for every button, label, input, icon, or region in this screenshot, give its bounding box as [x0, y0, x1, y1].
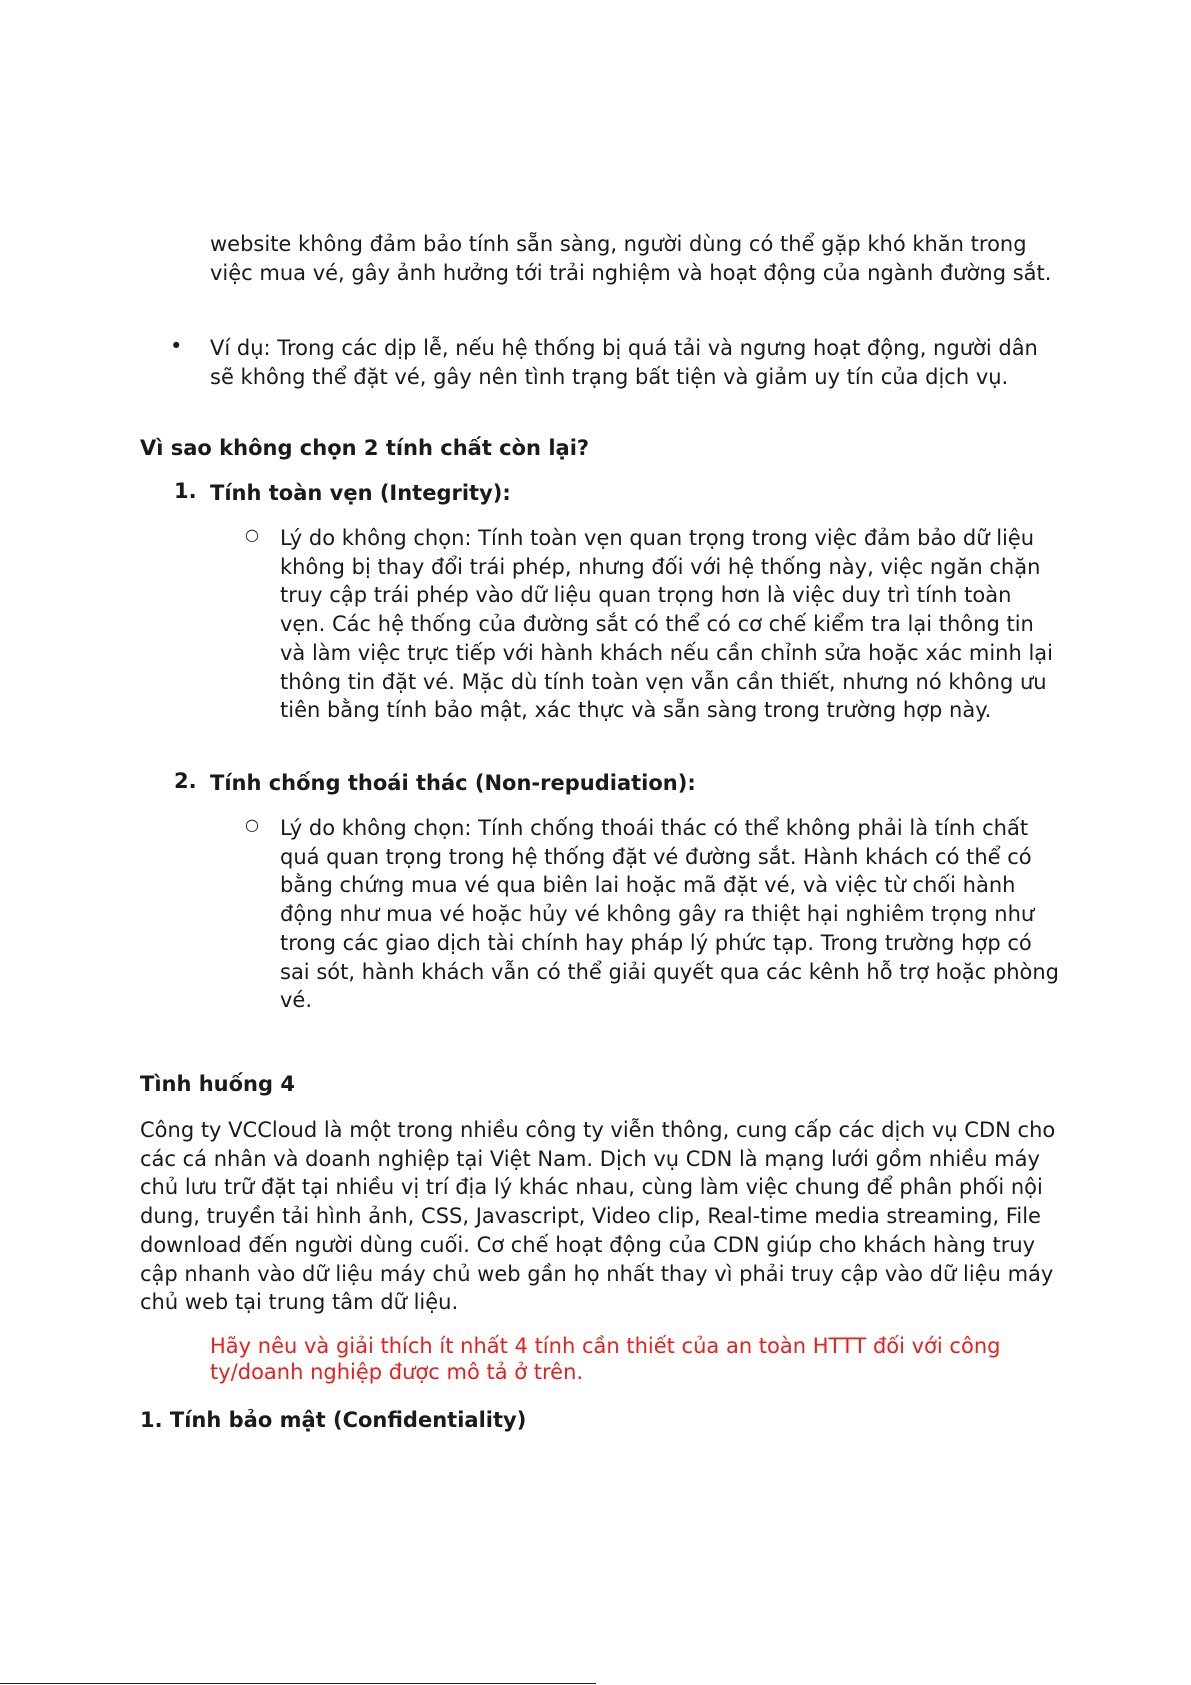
continuation-text: website không đảm bảo tính sẵn sàng, người dùng có thể gặp khó khăn trong việc mua vé, gây ảnh hưởng tới trải nghiệm và hoạt động của ngành đường sắt.: [210, 232, 1052, 285]
reason-title: Tính chống thoái thác (Non-repudiation):: [210, 771, 696, 795]
reason-explanation-text: Lý do không chọn: Tính toàn vẹn quan trọng trong việc đảm bảo dữ liệu không bị thay đổi trái phép, nhưng đối với hệ thống này, việc ngăn chặn truy cập trái phép vào dữ liệu quan trọng hơn là việc duy trì tính toàn vẹn. Các hệ thống của đường sắt có thể có cơ chế kiểm tra lại thông tin và làm việc trực tiếp với hành khách nếu cần chỉnh sửa hoặc xác minh lại thông tin đặt vé. Mặc dù tính toàn vẹn vẫn cần thiết, nhưng nó không ưu tiên bằng tính bảo mật, xác thực và sẵn sàng trong trường hợp này.: [280, 526, 1054, 723]
bullet-marker: •: [170, 334, 183, 358]
why-not-heading: Vì sao không chọn 2 tính chất còn lại?: [140, 436, 590, 460]
reason-number: 1.: [174, 479, 197, 503]
reason-explanation-text: Lý do không chọn: Tính chống thoái thác có thể không phải là tính chất quá quan trọng trong hệ thống đặt vé đường sắt. Hành khách có thể có bằng chứng mua vé qua biên lai hoặc mã đặt vé, và việc từ chối hành động như mua vé hoặc hủy vé không gây ra thiệt hại nghiêm trọng như trong các giao dịch tài chính hay pháp lý phức tạp. Trong trường hợp có sai sót, hành khách vẫn có thể giải quyết qua các kênh hỗ trợ hoặc phòng vé.: [280, 816, 1060, 1013]
scenario-paragraph: [140, 1116, 1060, 1317]
footnote-separator: [0, 1683, 596, 1684]
reason-title: Tính toàn vẹn (Integrity):: [210, 481, 511, 505]
question-text: Hãy nêu và giải thích ít nhất 4 tính cần thiết của an toàn HTTT đối với công ty/doanh nghiệp được mô tả ở trên.: [210, 1334, 1001, 1384]
example-bullet: [210, 334, 1060, 391]
sub-bullet-marker: ○: [245, 525, 259, 544]
reason-number: 2.: [174, 769, 197, 793]
example-bullet-text: Ví dụ: Trong các dịp lễ, nếu hệ thống bị quá tải và ngưng hoạt động, người dân sẽ không thể đặt vé, gây nên tình trạng bất tiện và giảm uy tín của dịch vụ.: [210, 336, 1038, 389]
reason-explanation: [280, 524, 1060, 725]
reason-explanation: [280, 814, 1060, 1015]
scenario-text: Công ty VCCloud là một trong nhiều công ty viễn thông, cung cấp các dịch vụ CDN cho các cá nhân và doanh nghiệp tại Việt Nam. Dịch vụ CDN là mạng lưới gồm nhiều máy chủ lưu trữ đặt tại nhiều vị trí địa lý khác nhau, cùng làm việc chung để phân phối nội dung, truyền tải hình ảnh, CSS, Javascript, Video clip, Real-time media streaming, File download đến người dùng cuối. Cơ chế hoạt động của CDN giúp cho khách hàng truy cập nhanh vào dữ liệu máy chủ web gần họ nhất thay vì phải truy cập vào dữ liệu máy chủ web tại trung tâm dữ liệu.: [140, 1118, 1056, 1315]
answer-heading: 1. Tính bảo mật (Confidentiality): [140, 1408, 527, 1432]
scenario-heading: Tình huống 4: [140, 1072, 295, 1096]
continuation-paragraph: [210, 230, 1060, 287]
sub-bullet-marker: ○: [245, 815, 259, 834]
